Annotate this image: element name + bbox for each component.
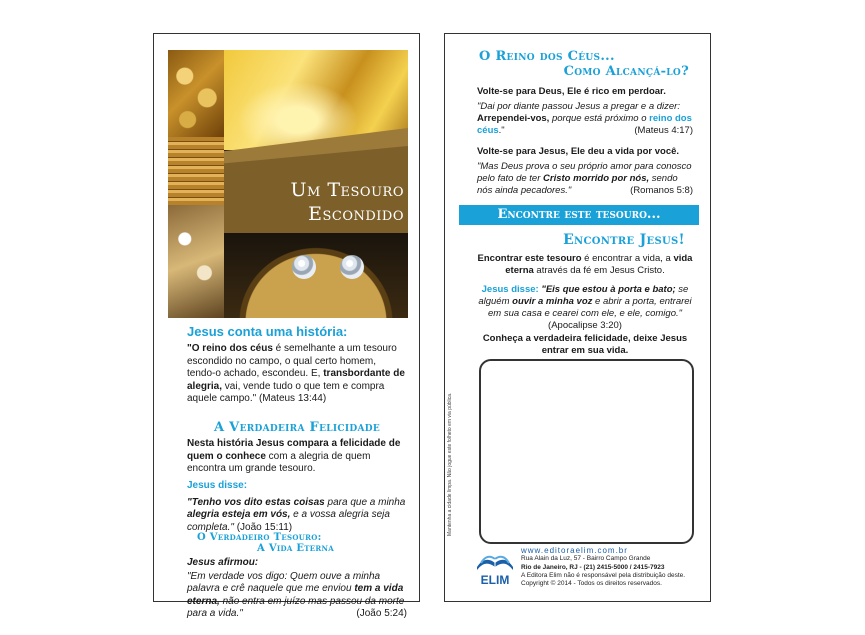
text: ." <box>498 125 505 136</box>
hero-title-line2: Escondido <box>308 203 404 225</box>
quote-label: Jesus disse: <box>187 480 248 491</box>
text-highlight: reino dos céus <box>477 113 692 136</box>
scripture-ref: (Mateus 4:17) <box>634 125 693 136</box>
section-story <box>187 324 407 406</box>
text: é encontrar a vida, a <box>581 253 674 264</box>
quote-paragraph <box>477 161 693 197</box>
find-paragraph <box>477 253 693 277</box>
section-heading: Volte-se para Jesus, Ele deu a vida por você. <box>477 146 680 157</box>
section-jesus-said <box>187 480 407 534</box>
address-line: Rua Alain da Luz, 57 - Bairro Campo Grande <box>521 555 651 563</box>
text: com a alegria de quem encontra um grande tesouro. <box>187 450 371 474</box>
section-title-line2: A Vida Eterna <box>257 543 334 554</box>
publisher-website[interactable]: www.editoraelim.com.br <box>521 546 628 555</box>
text-bold: alegria esteja em vós, <box>187 509 291 520</box>
text: sendo nós ainda pecadores." <box>477 173 678 196</box>
quote-paragraph <box>187 571 407 621</box>
section-title: Jesus conta uma história: <box>187 324 348 339</box>
text: e a vossa alegria seja completa." <box>187 509 390 533</box>
text-bold: Encontrar este tesouro <box>477 253 582 264</box>
text: "Dai por diante passou Jesus a pregar e a dizer: <box>477 101 680 112</box>
text-bold: transbordante de alegria, <box>187 368 405 392</box>
text: porque está próximo o <box>549 113 650 124</box>
elim-logo <box>472 549 518 589</box>
knock-quote <box>477 284 693 332</box>
section-repent <box>477 86 693 137</box>
scripture-ref: (Romanos 5:8) <box>630 185 693 196</box>
text: se alguém <box>478 284 689 307</box>
litter-note: Mantenha a cidade limpa. Não jogue este folheto em via pública. <box>447 392 453 536</box>
logo-text: ELIM <box>480 573 510 587</box>
section-happiness <box>187 420 407 476</box>
copyright-line: Copyright © 2014 - Todos os direitos reservados. <box>521 580 662 588</box>
gold-coins-image <box>168 50 224 137</box>
back-title-line2: Como Alcançá-lo? <box>563 64 689 79</box>
closing-call: Conheça a verdadeira felicidade, deixe Jesus entrar em sua vida. <box>482 333 688 356</box>
text-bold: "Eis que estou à porta e bato; <box>541 284 676 295</box>
text-bold: vida eterna <box>505 253 693 276</box>
text-bold: "O reino dos céus <box>187 343 273 354</box>
scripture-ref: (João 15:11) <box>236 521 293 533</box>
text: é semelhante a um tesouro escondido no campo, o qual certo homem, tendo-o achado, escondeu. E, <box>187 343 397 379</box>
quote-paragraph <box>187 497 407 535</box>
open-book-icon <box>475 549 515 571</box>
tract-front-panel <box>153 33 420 619</box>
happiness-paragraph <box>187 438 407 476</box>
back-title-line1: O Reino dos Céus... <box>479 49 615 64</box>
text: para que a minha <box>324 496 406 508</box>
text-bold: Arrependei-vos, <box>477 113 550 124</box>
section-title-line1: O Verdadeiro Tesouro: <box>197 532 322 543</box>
find-jesus-title: Encontre Jesus! <box>563 232 685 248</box>
section-heading: Volte-se para Deus, Ele é rico em perdoar. <box>477 86 666 97</box>
text: através da fé em Jesus Cristo. <box>533 265 665 276</box>
text: e abrir a porta, entrarei em sua casa e cearei com ele, e ele, comigo." <box>488 296 692 319</box>
quote-label: Jesus disse: <box>481 284 542 295</box>
text: vai, vende tudo o que tem e compra aquele campo." <box>187 380 385 404</box>
banner-find-treasure: Encontre este tesouro... <box>459 205 699 225</box>
text: não entra em juízo mas passou da morte para a vida." <box>187 595 405 619</box>
section-jesus-gave-life <box>477 146 693 197</box>
text: "Em verdade vos digo: Quem ouve a minha palavra e crê naquele que me enviou <box>187 570 381 594</box>
quote-paragraph <box>477 101 693 137</box>
quote-label: Jesus afirmou: <box>187 557 259 568</box>
diamond-earring-icon <box>292 255 316 279</box>
hero-title <box>234 178 404 226</box>
jewel-box-image <box>224 233 408 318</box>
scripture-ref: (Mateus 13:44) <box>258 393 327 404</box>
hero-collage <box>168 50 408 318</box>
section-eternal-life <box>187 532 407 621</box>
text: "Mas Deus prova o seu próprio amor para conosco pelo fato de ter <box>477 161 692 184</box>
hero-title-line1: Um Tesouro <box>290 179 404 201</box>
scripture-ref: (João 5:24) <box>356 608 407 619</box>
diamond-earring-icon <box>340 255 364 279</box>
scripture-ref: (Apocalipse 3:20) <box>548 320 622 331</box>
back-title <box>479 49 689 79</box>
text-bold: tem a vida eterna, <box>187 583 404 607</box>
coin-stack-image <box>168 137 224 205</box>
text-bold: ouvir a minha voz <box>512 296 593 307</box>
section-title: A Verdadeira Felicidade <box>213 420 381 435</box>
story-paragraph <box>187 343 407 406</box>
tract-back-panel <box>444 33 711 602</box>
text-bold: Nesta história Jesus compara a felicidade de quem o conhece <box>187 438 401 462</box>
text-bold: Cristo morrido por nós, <box>543 173 650 184</box>
church-stamp-box <box>479 359 694 544</box>
address-line: Rio de Janeiro, RJ - (21) 2415-5000 / 2415-7923 <box>521 563 665 571</box>
disclaimer-line: A Editora Elim não é responsável pela distribuição deste. <box>521 571 686 579</box>
text-bold: "Tenho vos dito estas coisas <box>187 496 325 508</box>
publisher-contact <box>521 547 706 588</box>
pearls-image <box>168 205 224 318</box>
